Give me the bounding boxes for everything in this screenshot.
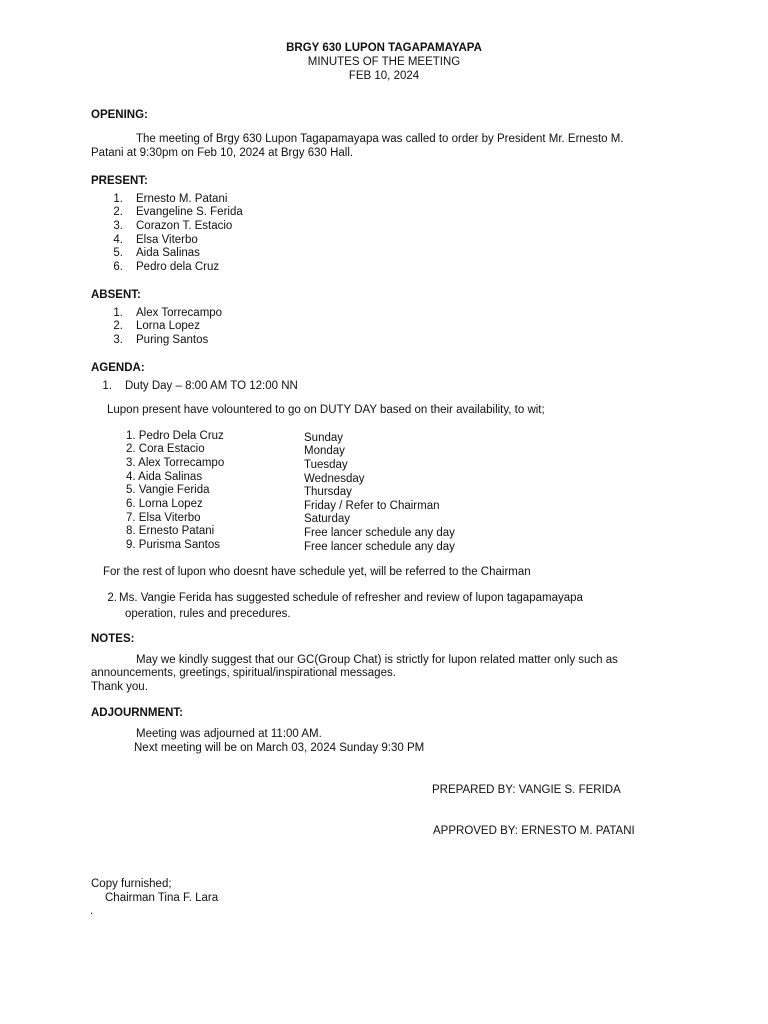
notes-heading: NOTES:: [91, 633, 135, 645]
adjournment-line-1: Meeting was adjourned at 11:00 AM.: [136, 728, 322, 740]
schedule-name: 4. Aida Salinas: [126, 471, 203, 483]
list-number: 2.: [113, 206, 123, 218]
agenda-item-2-line-2: operation, rules and precedures.: [125, 608, 291, 620]
schedule-name: 2. Cora Estacio: [126, 443, 205, 455]
doc-subtitle: MINUTES OF THE MEETING: [307, 56, 461, 68]
present-name: Aida Salinas: [136, 247, 200, 259]
schedule-name: 5. Vangie Ferida: [126, 484, 210, 496]
agenda-intro: Lupon present have volountered to go on DUTY DAY based on their availability, to wit;: [107, 404, 545, 416]
adjournment-line-2: Next meeting will be on March 03, 2024 Sunday 9:30 PM: [134, 742, 425, 754]
list-number: 1.: [113, 193, 123, 205]
schedule-day: Sunday: [304, 432, 344, 444]
absent-name: Alex Torrecampo: [136, 307, 223, 319]
agenda-item-2-line-1: Ms. Vangie Ferida has suggested schedule of refresher and review of lupon tagapamayapa: [119, 592, 583, 604]
schedule-name: 8. Ernesto Patani: [126, 525, 215, 537]
list-number: 5.: [113, 247, 123, 259]
list-item: [0, 234, 768, 248]
schedule-row: [0, 457, 768, 471]
doc-date: FEB 10, 2024: [348, 70, 420, 82]
schedule-day: Free lancer schedule any day: [304, 527, 455, 539]
list-number: 3.: [113, 334, 123, 346]
list-item: [0, 261, 768, 275]
present-name: Pedro dela Cruz: [136, 261, 220, 273]
schedule-day: Monday: [304, 445, 345, 457]
list-item: [0, 247, 768, 261]
opening-line-1: The meeting of Brgy 630 Lupon Tagapamayapa was called to order by President Mr. Ernesto M.: [136, 133, 624, 145]
absent-name: Lorna Lopez: [136, 320, 200, 332]
schedule-row: [0, 525, 768, 539]
adjournment-heading: ADJOURNMENT:: [91, 707, 183, 719]
copy-recipient: Chairman Tina F. Lara: [105, 892, 219, 904]
schedule-name: 7. Elsa Viterbo: [126, 512, 201, 524]
list-number: 6.: [113, 261, 123, 273]
list-number: 4.: [113, 234, 123, 246]
list-item: [0, 220, 768, 234]
agenda-rest-note: For the rest of lupon who doesnt have schedule yet, will be referred to the Chairman: [103, 566, 531, 578]
schedule-row: [0, 512, 768, 526]
schedule-day: Saturday: [304, 513, 351, 525]
schedule-day: Free lancer schedule any day: [304, 541, 455, 553]
schedule-row: [0, 539, 768, 553]
list-number: 2.: [113, 320, 123, 332]
doc-title: BRGY 630 LUPON TAGAPAMAYAPA: [286, 42, 482, 54]
agenda-item-2: [0, 592, 768, 606]
list-number: 1.: [113, 307, 123, 319]
absent-heading: ABSENT:: [91, 289, 141, 301]
schedule-row: [0, 498, 768, 512]
schedule-day: Thursday: [304, 486, 352, 498]
list-item: [0, 334, 768, 348]
schedule-name: 9. Purisma Santos: [126, 539, 220, 551]
schedule-row: [0, 443, 768, 457]
agenda-heading: AGENDA:: [91, 362, 145, 374]
agenda-item-1-text: Duty Day – 8:00 AM TO 12:00 NN: [125, 380, 298, 392]
present-name: Ernesto M. Patani: [136, 193, 228, 205]
schedule-row: [0, 484, 768, 498]
agenda-item-1: [0, 380, 768, 394]
list-item: [0, 320, 768, 334]
copy-furnished-label: Copy furnished;: [91, 878, 172, 890]
approved-by: APPROVED BY: ERNESTO M. PATANI: [433, 825, 635, 837]
schedule-day: Tuesday: [304, 459, 348, 471]
notes-line-2: announcements, greetings, spiritual/inspirational messages.: [91, 667, 396, 679]
list-number: 3.: [113, 220, 123, 232]
prepared-by: PREPARED BY: VANGIE S. FERIDA: [432, 784, 621, 796]
present-name: Corazon T. Estacio: [136, 220, 233, 232]
schedule-row: [0, 471, 768, 485]
notes-line-3: Thank you.: [91, 681, 148, 693]
schedule-row: [0, 430, 768, 444]
schedule-day: Wednesday: [304, 473, 365, 485]
schedule-name: 1. Pedro Dela Cruz: [126, 430, 224, 442]
present-name: Elsa Viterbo: [136, 234, 198, 246]
present-heading: PRESENT:: [91, 175, 148, 187]
list-item: [0, 193, 768, 207]
opening-heading: OPENING:: [91, 109, 148, 121]
schedule-name: 6. Lorna Lopez: [126, 498, 203, 510]
absent-name: Puring Santos: [136, 334, 209, 346]
present-name: Evangeline S. Ferida: [136, 206, 243, 218]
list-item: [0, 307, 768, 321]
opening-line-2: Patani at 9:30pm on Feb 10, 2024 at Brgy 630 Hall.: [91, 147, 354, 159]
list-item: [0, 206, 768, 220]
notes-line-1: May we kindly suggest that our GC(Group Chat) is strictly for lupon related matter only such as: [136, 654, 618, 666]
list-number: 2.: [107, 592, 117, 604]
schedule-name: 3. Alex Torrecampo: [126, 457, 225, 469]
schedule-day: Friday / Refer to Chairman: [304, 500, 440, 512]
list-number: 1.: [102, 380, 112, 392]
trailing-dot: .: [90, 905, 94, 917]
